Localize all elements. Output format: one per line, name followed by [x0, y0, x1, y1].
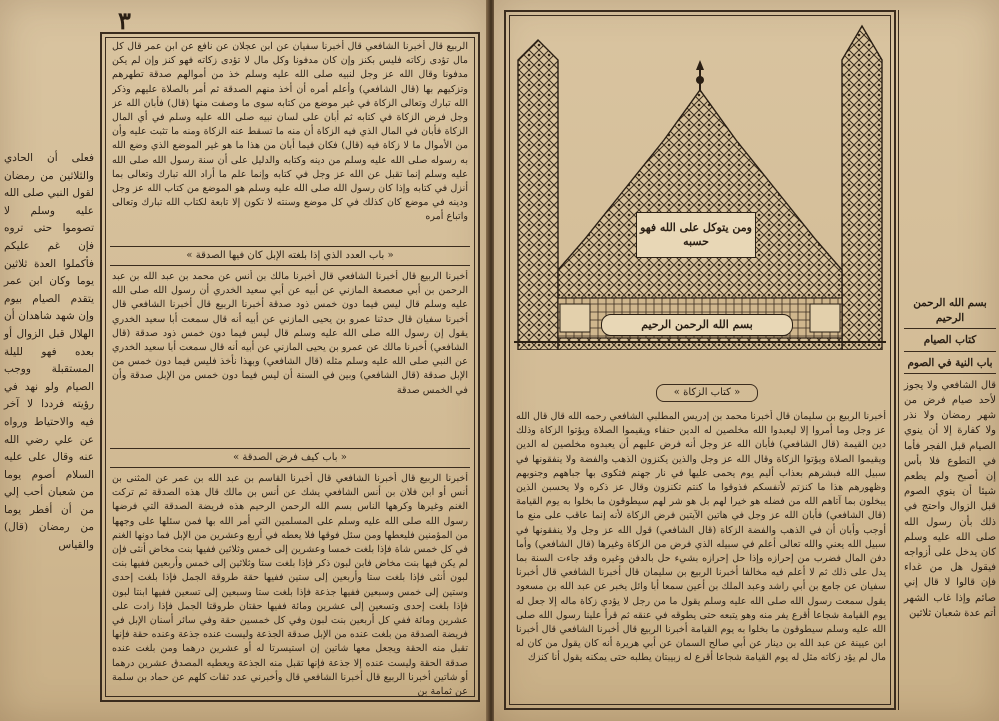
text-block-2: أخبرنا الربيع قال أخبرنا الشافعي قال أخبرنا مالك بن أنس عن محمد بن عبد الله بن عبد الرحمن بن أبي صعصعة المازني عن أبيه عن أبي سعيد الخدري أن رسول الله صلى الله عليه وسلم قال ليس فيما دون خمس ذود صدقة أخبرنا الربيع قال أخبرنا الشافعي قال أخبرنا سفيان قال حدثنا عمرو بن يحيى المازني عن أبيه أنه قال سمعت أبا سعيد الخدري يقول إن رسول الله صلى الله عليه وسلم قال ليس فيما دون خمس ذود صدقة (قال الشافعي) أخبرنا مالك عن عمرو بن يحيى المازني عن أبيه أنه قال سمعت أبا سعيد الخدري عن النبي صلى الله عليه وسلم مثله (قال الشافعي) وبهذا نأخذ فليس فيما دون خمس من الإبل صدقة (قال الشافعي) وبين في السنة أن ليس فيما دون خمس من الإبل صدقة وأن في الخمس صدقة [112, 271, 468, 396]
right-page [494, 0, 999, 721]
left-page [0, 0, 488, 721]
text-block-1: الربيع قال أخبرنا الشافعي قال أخبرنا سفيان عن ابن عجلان عن نافع عن ابن عمر قال كل مال تؤدى زكاته فليس بكنز وإن كان مدفونا وكل مال لا تؤدى زكاته فهو كنز وإن لم يكن مدفونا وقال الله عز وجل لنبيه صلى الله عليه وسلم خذ من أموالهم صدقة تطهرهم وتزكيهم بها (قال الشافعي) وأعلم أمره أن أخذ منهم الصدقة ثم أمر بالصلاة عليهم وذكر الله تبارك وتعالى الزكاة في غير موضع من كتابه سوى ما وصفت منها (قال) فأبان الله عز وجل فرض الزكاة في كتابه ثم أبان على لسان نبيه صلى الله عليه وسلم في أي المال الزكاة فأبان في المال الذي فيه الزكاة أن منه ما تسقط عنه الزكاة ومنه ما تثبت عليه وأن من الأموال ما لا زكاة فيه (قال) فكان فيما أبان من هذا ما هو غير الموضع الذي وضع الله به رسوله صلى الله عليه وسلم من دينه وكتابه والدليل على أن سنة رسول الله صلى الله عليه وسلم إنما تقبل عن الله عز وجل في كتابه وإنما علم ما أراد الله تبارك وتعالى بما أنزل في كتابه وإذا كان رسول الله صلى الله عليه وسلم هو الموضع من كتاب الله عز وجل ودينه في موضع كان كذلك في كل موضع وسنته لا تكون إلا تابعة لكتاب الله تبارك وتعالى واتباع أمره [112, 41, 468, 223]
margin-chapter-title: باب النية في الصوم [904, 356, 996, 374]
right-main-frame [504, 10, 896, 710]
basmala-cartouche [601, 314, 793, 336]
margin-text: قال الشافعي ولا يجوز لأحد صيام فرض من شهر رمضان ولا نذر ولا كفارة إلا أن ينوي الصيام قبل الفجر فأما في التطوع فلا بأس إن أصبح ولم يطعم شيئا أن ينوي الصوم قبل الزوال واحتج في ذلك بأن رسول الله صلى الله عليه وسلم كان يدخل على أزواجه فيقول هل من غداء فإن قالوا لا قال إني صائم وإذا غاب الشهر أتم عدة شعبان ثلاثين [904, 379, 996, 619]
left-main-frame [100, 32, 480, 702]
margin-basmala: بسم الله الرحمن الرحيم [904, 296, 996, 329]
cartouche-text: ومن يتوكل على الله فهو حسبه [640, 221, 752, 248]
decorative-headpiece [514, 20, 886, 350]
headpiece-cartouche [636, 212, 756, 258]
margin-divider [898, 10, 899, 710]
margin-book-title: كتاب الصيام [904, 333, 996, 351]
left-margin-commentary: فعلى أن الحادي والثلاثين من رمضان لقول النبي صلى الله عليه وسلم لا تصوموا حتى تروه فإن غم عليكم فأكملوا العدة ثلاثين يوما وكان ابن عمر يتقدم الصيام بيوم وإن شهد شاهدان أن الهلال قبل الزوال أو بعده فهو لليلة المستقبلة ووجب الصيام ولو نهد في رؤيته فرددا لا آخر فيه والاحتياط ورواه عن علي رضي الله عنه وقال على عليه السلام أصوم يوما من شعبان أحب إلي من أن أفطر يوما من رمضان (قال) والقياس [4, 152, 94, 552]
right-margin-commentary [904, 296, 996, 621]
basmala-text: بسم الله الرحمن الرحيم [641, 318, 753, 331]
chapter-heading-camel-count: « باب العدد الذي إذا بلغته الإبل كان فيها الصدقة » [110, 246, 470, 266]
right-main-text: أخبرنا الربيع بن سليمان قال أخبرنا محمد بن إدريس المطلبي الشافعي رحمه الله قال قال الله عز وجل وما أمروا إلا ليعبدوا الله مخلصين له الدين حنفاء ويقيموا الصلاة ويؤتوا الزكاة وذلك دين القيمة (قال الشافعي) فأبان الله عز وجل أنه فرض عليهم أن يعبدوه مخلصين له الدين ويقيموا الصلاة ويؤتوا الزكاة وقال الله عز وجل والذين يكنزون الذهب والفضة ولا ينفقونها في سبيل الله فبشرهم بعذاب أليم يوم يحمى عليها في نار جهنم فتكوى بها جباههم وجنوبهم وظهورهم هذا ما كنزتم لأنفسكم فذوقوا ما كنتم تكنزون وقال عز ذكره ولا يحسبن الذين يبخلون بما آتاهم الله من فضله هو خيرا لهم بل هو شر لهم سيطوقون ما بخلوا به يوم القيامة (قال الشافعي) فأبان الله عز وجل في هاتين الآيتين فرض الزكاة لأنه إنما عاقب على منع ما أوجب وأبان أن في الذهب والفضة الزكاة (قال الشافعي) قول الله عز وجل ولا ينفقونها في سبيل الله يعني والله تعالى أعلم في سبيله الذي فرض من الزكاة وغيرها (قال الشافعي) وأما دفن المال فضرب من إحرازه وإذا حل إحرازه بشيء حل بالدفن وغيره وقد جاءت السنة بما يدل على ذلك ثم لا أعلم فيه مخالفا أخبرنا الربيع بن سليمان قال أخبرنا الشافعي قال أخبرنا سفيان عن جامع بن أبي راشد وعبد الملك بن أعين سمعا أبا وائل يخبر عن عبد الله بن مسعود يقول سمعت رسول الله صلى الله عليه وسلم يقول ما من رجل لا يؤدي زكاة ماله إلا جعل له يوم القيامة شجاعا أقرع يفر منه وهو يتبعه حتى يطوقه في عنقه ثم قرأ علينا رسول الله صلى الله عليه وسلم سيطوقون ما بخلوا به يوم القيامة أخبرنا الربيع قال أخبرنا الشافعي قال أخبرنا ابن عيينة عن عبد الله بن دينار عن أبي صالح السمان عن أبي هريرة أنه كان يقول من كان له مال لم يؤد زكاته مثل له يوم القيامة شجاعا أقرع له زبيبتان يطلبه حتى يمكنه يقول أنا كنزك [516, 411, 886, 664]
chapter-heading-how-sadaqa: « باب كيف فرض الصدقة » [110, 448, 470, 468]
book-heading-zakat: « كتاب الزكاة » [656, 384, 758, 402]
text-block-3: أخبرنا الربيع قال أخبرنا الشافعي قال أخبرنا القاسم بن عبد الله بن عمر عن المثنى بن أنس أو ابن فلان بن أنس الشافعي يشك عن أنس بن مالك قال هذه الصدقة ثم تركت الغنم وغيرها وكرهها الناس بسم الله الرحمن الرحيم هذه فريضة الصدقة التي فرضها رسول الله صلى الله عليه وسلم على المسلمين التي أمر الله بها فمن سئلها على وجهها من المؤمنين فليعطها ومن سئل فوقها فلا يعطه في أربع وعشرين من الإبل فما دونها الغنم في كل خمس شاة فإذا بلغت خمسا وعشرين إلى خمس وثلاثين ففيها بنت مخاض أنثى فإن لم يكن فيها بنت مخاض فابن لبون ذكر فإذا بلغت ستا وثلاثين إلى خمس وأربعين ففيها بنت لبون أنثى فإذا بلغت ستا وأربعين إلى ستين ففيها حقة طروقة الجمل فإذا بلغت إحدى وستين إلى خمس وسبعين ففيها جذعة فإذا بلغت ستا وسبعين إلى تسعين ففيها ابنتا لبون فإذا بلغت إحدى وتسعين إلى عشرين ومائة ففيها حقتان طروقتا الجمل فإذا زادت على عشرين ومائة ففي كل أربعين بنت لبون وفي كل خمسين حقة وفي سائر أسنان الإبل في فريضة الصدقة من بلغت عنده من الإبل صدقة الجذعة وليست عنده جذعة وعنده حقة فإنها تقبل منه الحقة ويجعل معها شاتين إن استيسرتا له أو عشرين درهما ومن بلغت عنده صدقة الحقة وليست عنده إلا جذعة فإنها تقبل منه الجذعة ويعطيه المصدق عشرين درهما أو شاتين أخبرنا الربيع قال أخبرنا الشافعي قال وأخبرني عدد ثقات كلهم عن حماد بن سلمة عن ثمامة بن [112, 473, 468, 698]
page-number: ٣ [118, 6, 131, 35]
